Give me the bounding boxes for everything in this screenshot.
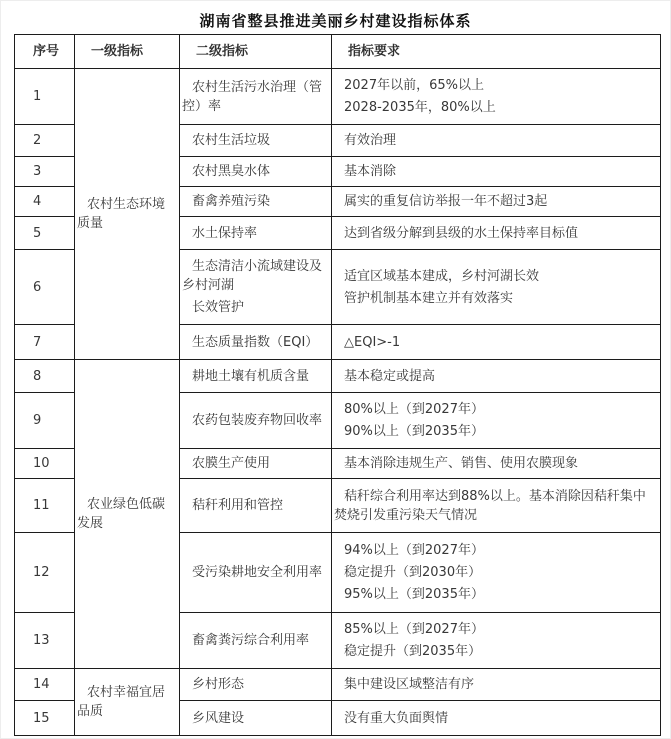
cell-no: 15 — [15, 701, 75, 736]
table-row — [15, 669, 661, 701]
cell-level1-group: 农村生态环境质量 — [75, 69, 180, 360]
cell-requirement: 属实的重复信访举报一年不超过3起 — [332, 187, 661, 217]
cell-requirement: 达到省级分解到县级的水土保持率目标值 — [332, 217, 661, 250]
cell-level2: 畜禽粪污综合利用率 — [180, 613, 332, 669]
header-level1: 一级指标 — [75, 35, 180, 69]
cell-level2: 秸秆利用和管控 — [180, 479, 332, 533]
cell-requirement: 秸秆综合利用率达到88%以上。基本消除因秸秆集中焚烧引发重污染天气情况 — [332, 479, 661, 533]
cell-no: 14 — [15, 669, 75, 701]
cell-no: 9 — [15, 393, 75, 449]
cell-level1-group: 农村幸福宜居品质 — [75, 669, 180, 736]
cell-no: 2 — [15, 125, 75, 157]
cell-level2: 农村黑臭水体 — [180, 157, 332, 187]
cell-level2: 农村生活垃圾 — [180, 125, 332, 157]
cell-requirement: 85%以上（到2027年） 稳定提升（到2035年） — [332, 613, 661, 669]
cell-no: 7 — [15, 325, 75, 360]
cell-no: 10 — [15, 449, 75, 479]
cell-no: 13 — [15, 613, 75, 669]
cell-level2: 农村生活污水治理（管控）率 — [180, 69, 332, 125]
cell-requirement: 80%以上（到2027年） 90%以上（到2035年） — [332, 393, 661, 449]
cell-level2: 生态清洁小流域建设及乡村河湖 长效管护 — [180, 250, 332, 325]
cell-level2: 农药包装废弃物回收率 — [180, 393, 332, 449]
page-title: 湖南省整县推进美丽乡村建设指标体系 — [199, 12, 472, 30]
cell-requirement: 94%以上（到2027年） 稳定提升（到2030年） 95%以上（到2035年） — [332, 533, 661, 613]
cell-level2: 农膜生产使用 — [180, 449, 332, 479]
indicator-table — [14, 34, 661, 736]
header-requirement: 指标要求 — [332, 35, 661, 69]
cell-requirement: 适宜区域基本建成，乡村河湖长效 管护机制基本建立并有效落实 — [332, 250, 661, 325]
cell-requirement: 2027年以前，65%以上 2028-2035年，80%以上 — [332, 69, 661, 125]
cell-no: 8 — [15, 360, 75, 393]
cell-requirement: 基本消除违规生产、销售、使用农膜现象 — [332, 449, 661, 479]
cell-level2: 受污染耕地安全利用率 — [180, 533, 332, 613]
cell-level2: 耕地土壤有机质含量 — [180, 360, 332, 393]
table-row — [15, 360, 661, 393]
cell-no: 12 — [15, 533, 75, 613]
cell-no: 4 — [15, 187, 75, 217]
cell-requirement: 基本稳定或提高 — [332, 360, 661, 393]
cell-no: 5 — [15, 217, 75, 250]
table-row — [15, 69, 661, 125]
cell-level1-group: 农业绿色低碳发展 — [75, 360, 180, 669]
cell-requirement: △EQI>-1 — [332, 325, 661, 360]
cell-level2: 畜禽养殖污染 — [180, 187, 332, 217]
header-no: 序号 — [15, 35, 75, 69]
header-row — [15, 35, 661, 69]
header-level2: 二级指标 — [180, 35, 332, 69]
cell-level2: 生态质量指数（EQI） — [180, 325, 332, 360]
cell-requirement: 集中建设区域整洁有序 — [332, 669, 661, 701]
cell-no: 11 — [15, 479, 75, 533]
cell-requirement: 基本消除 — [332, 157, 661, 187]
cell-level2: 水土保持率 — [180, 217, 332, 250]
cell-level2: 乡村形态 — [180, 669, 332, 701]
cell-no: 3 — [15, 157, 75, 187]
cell-requirement: 没有重大负面舆情 — [332, 701, 661, 736]
cell-no: 1 — [15, 69, 75, 125]
cell-level2: 乡风建设 — [180, 701, 332, 736]
cell-no: 6 — [15, 250, 75, 325]
cell-requirement: 有效治理 — [332, 125, 661, 157]
